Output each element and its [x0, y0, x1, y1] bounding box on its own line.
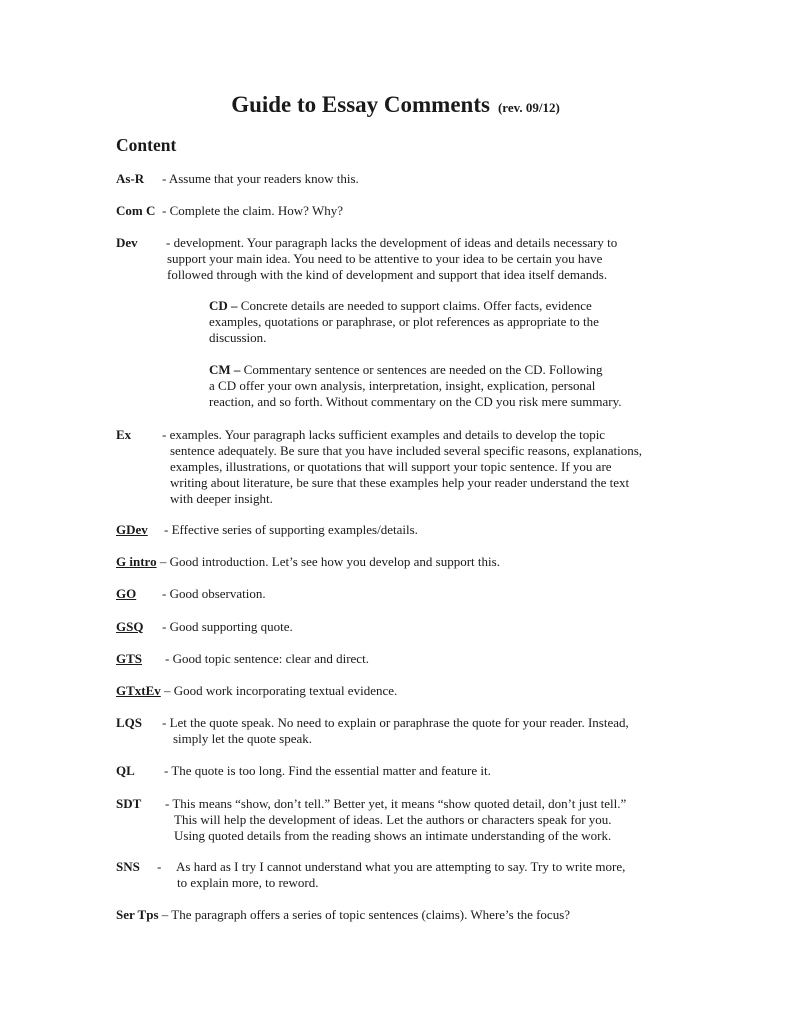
abbr-label: QL: [116, 763, 135, 778]
entry-as-r: [116, 171, 676, 187]
entry-com-c: [116, 203, 676, 219]
definition-line: support your main idea. You need to be attentive to your idea to be certain you have: [167, 251, 603, 266]
abbr-label: GDev: [116, 522, 148, 537]
dash-separator: -: [157, 859, 162, 874]
definition-line: Concrete details are needed to support claims. Offer facts, evidence: [240, 298, 592, 313]
definition-line: followed through with the kind of development and support that idea itself demands.: [167, 267, 608, 282]
definition-line: a CD offer your own analysis, interpretation, insight, explication, personal: [209, 378, 596, 393]
definition-line: - examples. Your paragraph lacks sufficient examples and details to develop the topic: [162, 427, 606, 442]
abbr-label: CD –: [209, 298, 238, 313]
definition-line: As hard as I try I cannot understand what you are attempting to say. Try to write more,: [176, 859, 626, 874]
definition-line: sentence adequately. Be sure that you have included several specific reasons, explanations,: [170, 443, 643, 458]
definition-text: – Good introduction. Let’s see how you develop and support this.: [159, 554, 500, 569]
entry-sdt: [116, 796, 676, 843]
definition-line: Using quoted details from the reading shows an intimate understanding of the work.: [174, 828, 612, 843]
definition-text: – Good work incorporating textual evidence.: [164, 683, 398, 698]
definition-line: with deeper insight.: [170, 491, 273, 506]
entry-gtxtev: [116, 683, 676, 699]
entry-gts: [116, 651, 676, 667]
definition-line: Commentary sentence or sentences are needed on the CD. Following: [243, 362, 603, 377]
sub-entry-cd: [209, 298, 659, 346]
section-heading-content: Content: [116, 135, 177, 155]
definition-text: – The paragraph offers a series of topic sentences (claims). Where’s the focus?: [161, 907, 571, 922]
abbr-label: SDT: [116, 796, 142, 811]
abbr-label: Dev: [116, 235, 138, 250]
definition-line: examples, quotations or paraphrase, or plot references as appropriate to the: [209, 314, 599, 329]
abbr-label: G intro: [116, 554, 157, 569]
definition-text: - The quote is too long. Find the essential matter and feature it.: [164, 763, 491, 778]
title-text: Guide to Essay Comments: [231, 92, 490, 117]
abbr-label: GSQ: [116, 619, 144, 634]
definition-text: - Assume that your readers know this.: [162, 171, 359, 186]
definition-text: - Good topic sentence: clear and direct.: [165, 651, 369, 666]
abbr-label: LQS: [116, 715, 143, 730]
abbr-label: Ex: [116, 427, 132, 442]
definition-line: This will help the development of ideas. Let the authors or characters speak for you.: [174, 812, 612, 827]
definition-line: - development. Your paragraph lacks the development of ideas and details necessary to: [166, 235, 618, 250]
entry-gdev: [116, 522, 676, 538]
definition-line: - Let the quote speak. No need to explain or paraphrase the quote for your reader. Instead,: [162, 715, 629, 730]
entry-gsq: [116, 619, 676, 635]
definition-text: - Good supporting quote.: [162, 619, 293, 634]
abbr-label: CM –: [209, 362, 241, 377]
definition-line: discussion.: [209, 330, 267, 345]
entry-g-intro: [116, 554, 676, 570]
entry-ser-tps: [116, 907, 676, 923]
abbr-label: Com C: [116, 203, 156, 218]
abbr-label: SNS: [116, 859, 140, 874]
definition-line: simply let the quote speak.: [173, 731, 313, 746]
sub-entry-cm: [209, 362, 659, 410]
document-title: [0, 92, 791, 118]
entry-dev: [116, 235, 676, 282]
definition-text: - Effective series of supporting examples/details.: [164, 522, 418, 537]
abbr-label: Ser Tps: [116, 907, 159, 922]
abbr-label: GO: [116, 586, 137, 601]
definition-text: - Good observation.: [162, 586, 266, 601]
definition-line: to explain more, to reword.: [177, 875, 319, 890]
entry-go: [116, 586, 676, 602]
revision-label: (rev. 09/12): [497, 100, 560, 115]
entry-ql: [116, 763, 676, 779]
abbr-label: GTxtEv: [116, 683, 161, 698]
abbr-label: GTS: [116, 651, 143, 666]
abbr-label: As-R: [116, 171, 145, 186]
definition-text: - Complete the claim. How? Why?: [162, 203, 343, 218]
entry-ex: [116, 427, 676, 506]
entry-sns: [116, 859, 676, 890]
definition-line: reaction, and so forth. Without commentary on the CD you risk mere summary.: [209, 394, 622, 409]
definition-line: examples, illustrations, or quotations that will support your topic sentence. If you are: [170, 459, 612, 474]
definition-line: writing about literature, be sure that these examples help your reader understand the text: [170, 475, 630, 490]
entry-lqs: [116, 715, 676, 746]
definition-line: - This means “show, don’t tell.” Better yet, it means “show quoted detail, don’t just tell.”: [165, 796, 627, 811]
